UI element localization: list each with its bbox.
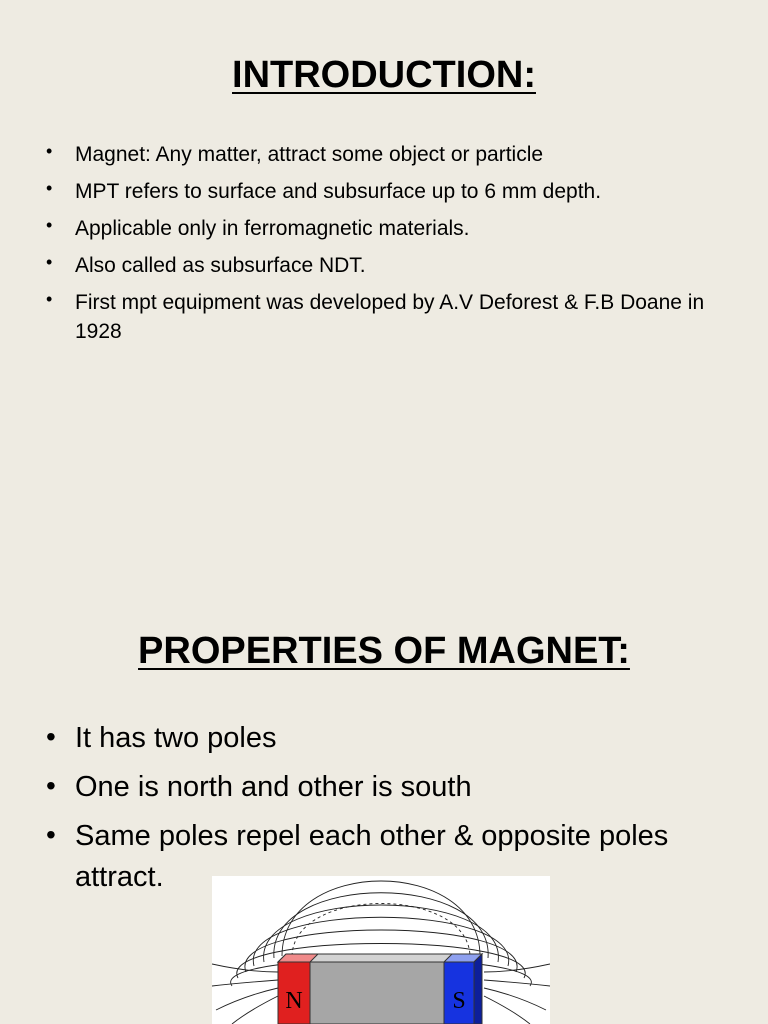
list-item bbox=[46, 251, 738, 280]
list-item bbox=[46, 140, 738, 169]
bullet-text: Same poles repel each other & opposite poles attract. bbox=[75, 820, 669, 893]
bullet-text: It has two poles bbox=[75, 722, 277, 754]
bullet-icon: • bbox=[46, 178, 53, 198]
list-item bbox=[46, 718, 738, 759]
bullet-text: MPT refers to surface and subsurface up to 6 mm depth. bbox=[75, 180, 602, 203]
north-pole-label: N bbox=[285, 988, 303, 1014]
list-item bbox=[46, 214, 738, 243]
slide-title: PROPERTIES OF MAGNET: bbox=[138, 630, 630, 672]
bullet-icon: • bbox=[46, 215, 53, 235]
bullet-icon: • bbox=[46, 252, 53, 272]
bullet-icon: • bbox=[46, 141, 53, 161]
list-item bbox=[46, 288, 738, 346]
slide-title: INTRODUCTION: bbox=[232, 54, 536, 96]
bullet-text: One is north and other is south bbox=[75, 771, 472, 803]
bar-magnet-field-figure bbox=[212, 876, 550, 1024]
bullet-icon: • bbox=[46, 770, 56, 801]
slide-properties-of-magnet bbox=[0, 512, 768, 1024]
list-item bbox=[46, 177, 738, 206]
south-pole-label: S bbox=[452, 988, 466, 1014]
bullet-icon: • bbox=[46, 289, 53, 309]
magnet-body bbox=[310, 962, 444, 1024]
bar-magnet bbox=[278, 954, 482, 1024]
bullet-icon: • bbox=[46, 819, 56, 850]
bullet-text: First mpt equipment was developed by A.V Deforest & F.B Doane in 1928 bbox=[75, 291, 705, 343]
list-item bbox=[46, 767, 738, 808]
bullet-text: Applicable only in ferromagnetic materials. bbox=[75, 217, 470, 240]
bullet-list bbox=[46, 140, 738, 354]
magnet-field-svg bbox=[212, 876, 550, 1024]
bullet-icon: • bbox=[46, 721, 56, 752]
bullet-text: Magnet: Any matter, attract some object or particle bbox=[75, 143, 544, 166]
south-pole-side bbox=[474, 954, 482, 1024]
bullet-text: Also called as subsurface NDT. bbox=[75, 254, 366, 277]
